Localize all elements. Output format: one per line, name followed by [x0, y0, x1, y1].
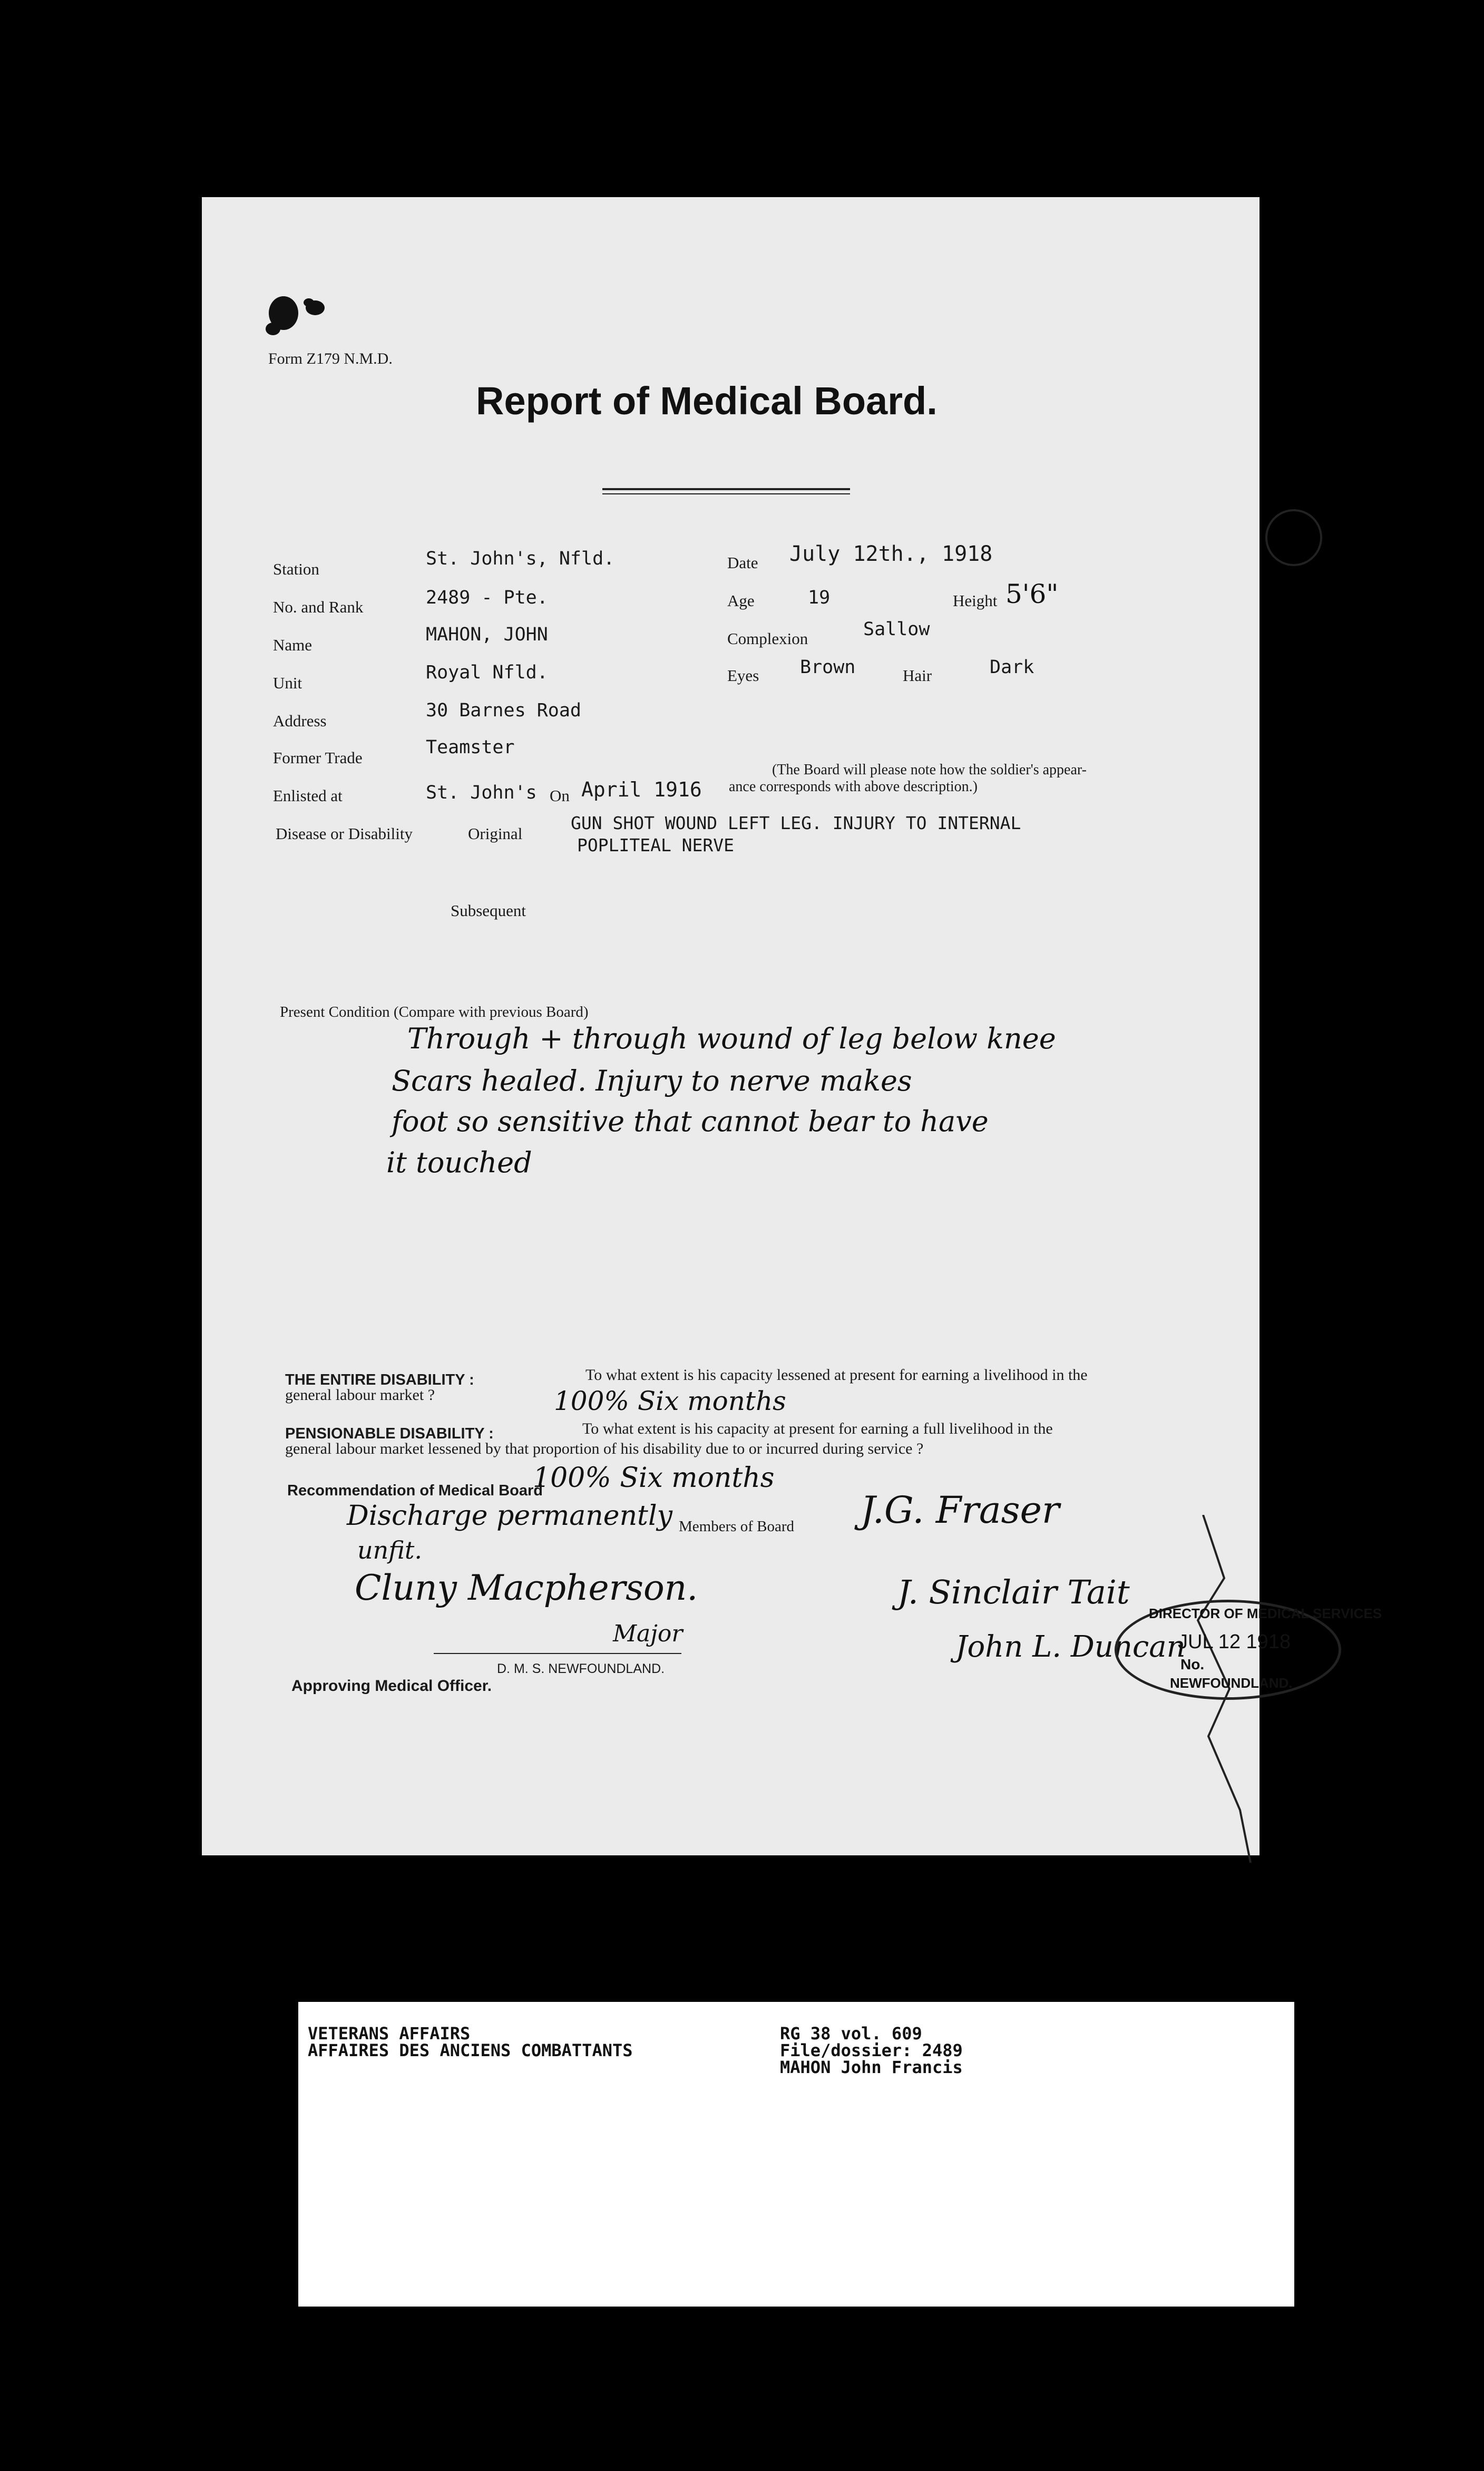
- enlisted-at-value: St. John's: [426, 782, 537, 803]
- discharge-line-1: Discharge permanently: [347, 1500, 672, 1532]
- officer-signature-rule: [434, 1653, 681, 1654]
- eyes-label: Eyes: [727, 666, 759, 685]
- condition-line-1: Through + through wound of leg below knee: [407, 1022, 1056, 1055]
- date-value: July 12th., 1918: [789, 542, 993, 566]
- former-trade-label: Former Trade: [273, 748, 363, 767]
- title-rule: [602, 488, 850, 490]
- enlisted-on-value: April 1916: [581, 778, 702, 801]
- stamp-date: JUL 12 1918: [1178, 1631, 1291, 1653]
- entire-disability-question-2: general labour market ?: [285, 1386, 435, 1404]
- complexion-value: Sallow: [863, 619, 930, 640]
- condition-line-3: foot so sensitive that cannot bear to have: [392, 1105, 989, 1138]
- no-rank-value: 2489 - Pte.: [426, 587, 548, 608]
- ink-blot: [262, 287, 331, 345]
- age-value: 19: [808, 587, 831, 608]
- archive-left-line-1: VETERANS AFFAIRS: [308, 2024, 471, 2044]
- director-medical-services-stamp: [1115, 1600, 1382, 1700]
- archive-right-line-1: RG 38 vol. 609: [780, 2024, 922, 2044]
- copied-stamp: [1265, 509, 1322, 566]
- page-title: Report of Medical Board.: [476, 379, 938, 423]
- officer-rank: Major: [613, 1620, 683, 1647]
- discharge-line-2: unfit.: [357, 1536, 423, 1564]
- address-label: Address: [273, 712, 327, 730]
- unit-value: Royal Nfld.: [426, 662, 548, 683]
- member-signature-1: J.G. Fraser: [861, 1489, 1060, 1532]
- age-label: Age: [727, 591, 755, 610]
- member-signature-2: J. Sinclair Tait: [897, 1573, 1130, 1611]
- pensionable-heading: PENSIONABLE DISABILITY :: [285, 1425, 494, 1442]
- disease-label: Disease or Disability: [276, 824, 413, 843]
- archive-right-line-3: MAHON John Francis: [780, 2057, 963, 2077]
- entire-disability-value: 100% Six months: [554, 1386, 786, 1416]
- height-value: 5'6": [1005, 579, 1059, 609]
- appearance-note-1: (The Board will please note how the soldier's appear-: [772, 762, 1087, 778]
- subsequent-label: Subsequent: [451, 901, 526, 920]
- approving-officer-label: Approving Medical Officer.: [291, 1677, 492, 1695]
- archive-left-line-2: AFFAIRES DES ANCIENS COMBATTANTS: [308, 2040, 633, 2060]
- former-trade-value: Teamster: [426, 737, 515, 758]
- entire-disability-heading: THE ENTIRE DISABILITY :: [285, 1371, 474, 1388]
- copied-stamp-line1: Copied for: [1275, 518, 1312, 527]
- height-label: Height: [953, 591, 998, 610]
- stamp-no: No.: [1180, 1656, 1205, 1672]
- recommendation-value: 100% Six months: [533, 1462, 775, 1494]
- pensionable-question-1: To what extent is his capacity at present for earning a full livelihood in the: [582, 1420, 1053, 1437]
- stamp-bottom-text: NEWFOUNDLAND.: [1170, 1675, 1293, 1691]
- unit-label: Unit: [273, 674, 302, 692]
- condition-line-2: Scars healed. Injury to nerve makes: [392, 1064, 912, 1097]
- hair-label: Hair: [903, 666, 932, 685]
- on-label: On: [550, 786, 570, 805]
- present-condition-label: Present Condition (Compare with previous Board): [280, 1004, 589, 1020]
- pensionable-question-2: general labour market lessened by that proportion of his disability due to or incurred during service ?: [285, 1440, 924, 1457]
- station-label: Station: [273, 560, 319, 578]
- no-rank-label: No. and Rank: [273, 598, 364, 616]
- appearance-note-2: ance corresponds with above description.): [729, 779, 978, 795]
- member-signature-3: John L. Duncan: [955, 1630, 1186, 1664]
- original-label: Original: [468, 824, 523, 843]
- archive-label-card: [298, 2002, 1294, 2307]
- original-value-line2: POPLITEAL NERVE: [577, 835, 735, 855]
- name-label: Name: [273, 636, 313, 654]
- entire-disability-question-1: To what extent is his capacity lessened at present for earning a livelihood in the: [585, 1366, 1088, 1384]
- archive-right-line-2: File/dossier: 2489: [780, 2040, 963, 2060]
- enlisted-at-label: Enlisted at: [273, 786, 343, 805]
- condition-line-4: it touched: [386, 1146, 532, 1179]
- dms-label: D. M. S. NEWFOUNDLAND.: [497, 1661, 665, 1676]
- title-rule-2: [602, 493, 850, 494]
- copied-stamp-line2: VB: [1287, 539, 1300, 549]
- date-label: Date: [727, 553, 758, 572]
- complexion-label: Complexion: [727, 629, 808, 648]
- form-number: Form Z179 N.M.D.: [268, 350, 393, 367]
- eyes-value: Brown: [800, 657, 856, 678]
- address-value: 30 Barnes Road: [426, 700, 582, 721]
- name-value: MAHON, JOHN: [426, 624, 548, 645]
- station-value: St. John's, Nfld.: [426, 548, 615, 569]
- original-value-line1: GUN SHOT WOUND LEFT LEG. INJURY TO INTERNAL: [571, 813, 1021, 833]
- stamp-top-text: DIRECTOR OF MEDICAL SERVICES: [1149, 1606, 1382, 1621]
- members-label: Members of Board: [679, 1518, 795, 1535]
- officer-signature: Cluny Macpherson.: [355, 1568, 698, 1608]
- recommendation-label: Recommendation of Medical Board: [287, 1482, 543, 1499]
- hair-value: Dark: [990, 657, 1034, 678]
